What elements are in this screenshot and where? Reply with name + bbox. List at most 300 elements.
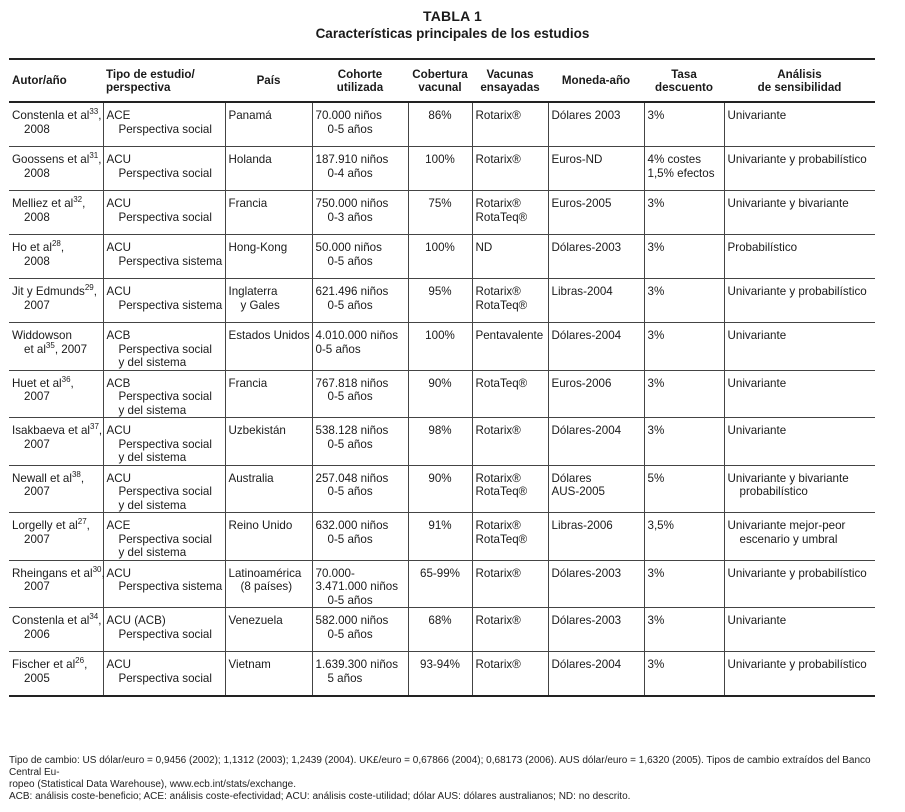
footnote-exchange: Tipo de cambio: US dólar/euro = 0,9456 (2002); 1,1312 (2003); 1,2439 (2004). UK£/euro = 0,67866 (2004); 0,68173 (2006). AUS dólar/euro = 1,6320 (2005). Tipos de cambio extraídos del Banco Central Eu- xyxy=(9,755,871,778)
cohort: 4.010.000 niños xyxy=(315,329,399,342)
perspective: Perspectiva social xyxy=(118,671,212,685)
currency: Dólares-2003 xyxy=(551,566,622,580)
author-text: Fischer et al xyxy=(12,658,76,671)
table-row xyxy=(9,102,875,147)
discount-rate: 3% xyxy=(647,614,665,627)
country: Estados Unidos xyxy=(228,329,310,342)
cell-cohort xyxy=(312,370,408,418)
cell-type xyxy=(103,235,225,279)
cell-type xyxy=(103,191,225,235)
author-year: 2007 xyxy=(24,390,50,403)
cell-coverage: 100% xyxy=(408,147,472,191)
discount-rate: 3% xyxy=(647,285,665,298)
study-type: ACU xyxy=(106,658,131,671)
author-name xyxy=(12,329,100,343)
cell-author xyxy=(9,370,103,418)
cell-vaccines xyxy=(472,279,548,323)
cell-author xyxy=(9,147,103,191)
cell-analysis xyxy=(724,560,875,608)
cell-currency xyxy=(548,235,644,279)
study-type: ACU xyxy=(106,241,131,254)
cell-rate xyxy=(644,652,724,697)
sensitivity-analysis: Univariante y probabilístico xyxy=(727,153,867,166)
cohort: 0-5 años xyxy=(327,627,373,641)
author-name: Rheingans et $al^{30}$, xyxy=(12,564,105,580)
cell-coverage: 68% xyxy=(408,608,472,652)
perspective: Perspectiva social xyxy=(118,390,212,403)
cell-type xyxy=(103,279,225,323)
cohort: 538.128 niños xyxy=(315,424,389,437)
cell-coverage: 91% xyxy=(408,513,472,561)
author-text: Constenla et al xyxy=(12,109,90,122)
table-row xyxy=(9,560,875,608)
table-body xyxy=(9,102,875,696)
discount-rate: 3% xyxy=(647,566,665,580)
cell-currency xyxy=(548,608,644,652)
cell-country xyxy=(225,465,312,513)
author-ref: 35 xyxy=(45,340,55,350)
country: Panamá xyxy=(228,109,272,122)
country: Australia xyxy=(228,471,274,485)
country: Uzbekistán xyxy=(228,424,286,437)
cell-rate xyxy=(644,608,724,652)
column-header xyxy=(312,59,408,102)
study-type: ACU xyxy=(106,424,131,437)
author-text: Melliez et al xyxy=(12,197,74,210)
sensitivity-analysis: Univariante y probabilístico xyxy=(727,658,867,671)
cohort: 0-5 años xyxy=(327,254,373,268)
cell-currency xyxy=(548,323,644,371)
cell-author xyxy=(9,323,103,371)
discount-rate: 3% xyxy=(647,658,665,671)
sensitivity-analysis: Univariante y probabilístico xyxy=(727,285,867,298)
sensitivity-analysis: Probabilístico xyxy=(727,241,798,254)
cell-coverage: 100% xyxy=(408,235,472,279)
cell-country xyxy=(225,323,312,371)
cell-country xyxy=(225,147,312,191)
table-row xyxy=(9,513,875,561)
perspective: y del sistema xyxy=(118,451,187,464)
author-ref: 27 xyxy=(77,517,87,527)
table-row xyxy=(9,608,875,652)
author-ref: 30 xyxy=(92,564,102,574)
perspective: y del sistema xyxy=(118,403,187,417)
cell-country xyxy=(225,560,312,608)
study-type: ACU xyxy=(106,197,131,210)
country: Venezuela xyxy=(228,614,283,627)
column-header-line: Análisis xyxy=(777,67,822,81)
cell-rate xyxy=(644,102,724,147)
vaccine: Rotarix® xyxy=(475,471,521,485)
sensitivity-analysis: escenario y umbral xyxy=(739,532,838,546)
author-ref: 32 xyxy=(73,195,83,205)
column-header xyxy=(408,59,472,102)
column-header-line: Cohorte xyxy=(337,67,383,81)
sensitivity-analysis: Univariante xyxy=(727,376,787,390)
table-title-block xyxy=(0,8,905,42)
column-header-line: País xyxy=(256,74,281,87)
study-type: ACE xyxy=(106,109,131,122)
cell-rate xyxy=(644,191,724,235)
cohort: 767.818 niños xyxy=(315,376,389,390)
table-title: TABLA 1 xyxy=(423,8,482,24)
cell-type xyxy=(103,323,225,371)
discount-rate: 3% xyxy=(647,376,665,390)
cohort: 50.000 niños xyxy=(315,241,382,254)
cell-analysis xyxy=(724,370,875,418)
sensitivity-analysis: Univariante mejor-peor xyxy=(727,519,846,532)
author-ref: 36 xyxy=(61,374,71,384)
studies-table xyxy=(9,58,875,697)
perspective: Perspectiva sistema xyxy=(118,254,223,268)
cell-rate xyxy=(644,235,724,279)
column-header-line: vacunal xyxy=(418,80,462,94)
discount-rate: 3% xyxy=(647,197,665,210)
author-name: Newall et $al^{38}$, xyxy=(12,469,85,485)
perspective: Perspectiva social xyxy=(118,627,212,641)
cell-type xyxy=(103,147,225,191)
cohort: 0-5 años xyxy=(327,298,373,312)
currency: Dólares xyxy=(551,471,592,485)
sensitivity-analysis: Univariante y bivariante xyxy=(727,197,849,210)
country: Inglaterra xyxy=(228,285,278,298)
table-row xyxy=(9,652,875,697)
cell-coverage: 93-94% xyxy=(408,652,472,697)
author-text: et al xyxy=(24,342,46,356)
cell-type xyxy=(103,102,225,147)
cohort: 3.471.000 niños xyxy=(315,580,399,593)
cell-country xyxy=(225,191,312,235)
column-header-line: descuento xyxy=(655,80,713,94)
cell-analysis xyxy=(724,235,875,279)
cell-country xyxy=(225,513,312,561)
cell-rate xyxy=(644,323,724,371)
table-row xyxy=(9,323,875,371)
vaccine: Rotarix® xyxy=(475,519,521,532)
author-text: Jit y Edmunds xyxy=(12,285,85,298)
cell-cohort xyxy=(312,235,408,279)
author-name: Goossens et $al^{31}$, xyxy=(12,151,102,166)
currency: Dólares 2003 xyxy=(551,109,621,122)
cell-author xyxy=(9,652,103,697)
discount-rate: 4% costes xyxy=(647,153,701,166)
cell-author xyxy=(9,102,103,147)
cell-coverage: 86% xyxy=(408,102,472,147)
perspective: Perspectiva social xyxy=(118,342,212,356)
cell-currency xyxy=(548,370,644,418)
cell-coverage: 75% xyxy=(408,191,472,235)
country: Francia xyxy=(228,197,268,210)
cell-analysis xyxy=(724,191,875,235)
table-row xyxy=(9,465,875,513)
country: y Gales xyxy=(240,298,280,312)
author-name: Fischer et $al^{26}$, xyxy=(12,656,88,671)
cohort: 257.048 niños xyxy=(315,471,389,485)
cell-vaccines xyxy=(472,608,548,652)
cell-cohort xyxy=(312,279,408,323)
cell-author xyxy=(9,235,103,279)
author-year: 2006 xyxy=(24,627,50,641)
cell-vaccines xyxy=(472,370,548,418)
cell-author xyxy=(9,513,103,561)
column-header-line: Autor/año xyxy=(12,74,67,87)
cell-author xyxy=(9,279,103,323)
currency: Euros-2005 xyxy=(551,197,612,210)
cell-country xyxy=(225,235,312,279)
cell-country xyxy=(225,279,312,323)
author-ref: 29 xyxy=(84,283,94,293)
country: Vietnam xyxy=(228,658,271,671)
column-header-line: Tipo de estudio/ xyxy=(106,67,195,81)
cohort: 0-5 años xyxy=(315,342,361,356)
cell-rate xyxy=(644,465,724,513)
cell-type xyxy=(103,652,225,697)
cell-currency xyxy=(548,147,644,191)
cell-rate xyxy=(644,279,724,323)
perspective: y del sistema xyxy=(118,356,187,369)
country: Latinoamérica xyxy=(228,566,302,580)
discount-rate: 3% xyxy=(647,109,665,122)
currency: Libras-2006 xyxy=(551,519,613,532)
cell-type xyxy=(103,370,225,418)
cell-cohort xyxy=(312,147,408,191)
author-name: Constenla et $al^{33}$, xyxy=(12,107,102,122)
cohort: 187.910 niños xyxy=(315,153,389,166)
author-year: 2008 xyxy=(24,166,50,180)
study-type: ACU xyxy=(106,566,131,580)
cell-type xyxy=(103,560,225,608)
cell-cohort xyxy=(312,418,408,466)
author-year: 2008 xyxy=(24,254,50,268)
table-row xyxy=(9,235,875,279)
perspective: y del sistema xyxy=(118,546,187,559)
author-name: Constenla et $al^{34}$, xyxy=(12,612,102,627)
vaccine: Rotarix® xyxy=(475,566,521,580)
author-name: Ho et $al^{28}$, xyxy=(12,239,65,254)
currency: Dólares-2004 xyxy=(551,329,622,342)
cell-author xyxy=(9,608,103,652)
cell-author xyxy=(9,465,103,513)
author-year: 2007 xyxy=(24,580,50,593)
cell-currency xyxy=(548,513,644,561)
cell-currency xyxy=(548,465,644,513)
vaccine: Rotarix® xyxy=(475,424,521,437)
country: Francia xyxy=(228,376,268,390)
discount-rate: 3% xyxy=(647,424,665,437)
study-type: ACU xyxy=(106,285,131,298)
author-name: Huet et $al^{36}$, xyxy=(12,374,74,390)
vaccine: RotaTeq® xyxy=(475,376,528,390)
cell-author xyxy=(9,191,103,235)
cell-type xyxy=(103,608,225,652)
column-header xyxy=(724,59,875,102)
author-text: Newall et al xyxy=(12,471,72,485)
table-row xyxy=(9,418,875,466)
cohort: 0-5 años xyxy=(327,122,373,136)
author-ref: 38 xyxy=(71,469,81,479)
cell-author xyxy=(9,560,103,608)
author-text: Lorgelly et al xyxy=(12,519,78,532)
cell-vaccines xyxy=(472,513,548,561)
column-header xyxy=(472,59,548,102)
vaccine: Rotarix® xyxy=(475,153,521,166)
study-type: ACU xyxy=(106,471,131,485)
cell-analysis xyxy=(724,652,875,697)
header-row xyxy=(9,59,875,102)
column-header-line: utilizada xyxy=(336,80,384,94)
cohort: 0-5 años xyxy=(327,437,373,451)
country: Hong-Kong xyxy=(228,241,288,254)
vaccine: RotaTeq® xyxy=(475,298,528,312)
cell-type xyxy=(103,513,225,561)
perspective: Perspectiva social xyxy=(118,532,212,546)
footnote-exchange-cont: ropeo (Statistical Data Warehouse), www.ecb.int/stats/exchange. xyxy=(9,779,296,790)
column-header-line: perspectiva xyxy=(106,80,171,94)
cohort: 0-4 años xyxy=(327,166,373,180)
cell-country xyxy=(225,102,312,147)
author-text: Rheingans et al xyxy=(12,566,93,580)
footnote-abbrev: ACB: análisis coste-beneficio; ACE: análisis coste-efectividad; ACU: análisis coste-utilidad; dólar AUS: dólares australianos; ND: no descrito. xyxy=(9,791,631,802)
table-row xyxy=(9,147,875,191)
cell-cohort xyxy=(312,608,408,652)
author-text: Isakbaeva et al xyxy=(12,424,90,437)
vaccine: Rotarix® xyxy=(475,197,521,210)
footnotes xyxy=(9,755,884,803)
cell-author xyxy=(9,418,103,466)
column-header-line: de sensibilidad xyxy=(757,80,842,94)
discount-rate: 1,5% efectos xyxy=(647,166,715,180)
cohort: 632.000 niños xyxy=(315,519,389,532)
author-text: Widdowson xyxy=(12,329,72,342)
perspective: Perspectiva sistema xyxy=(118,580,223,593)
cell-type xyxy=(103,465,225,513)
sensitivity-analysis: Univariante xyxy=(727,329,787,342)
vaccine: Rotarix® xyxy=(475,285,521,298)
author-text: Constenla et al xyxy=(12,614,90,627)
cell-cohort xyxy=(312,191,408,235)
author-text: Ho et al xyxy=(12,241,52,254)
table-row xyxy=(9,191,875,235)
table-row xyxy=(9,370,875,418)
cell-rate xyxy=(644,418,724,466)
cell-vaccines xyxy=(472,418,548,466)
cell-coverage: 90% xyxy=(408,465,472,513)
currency: Euros-2006 xyxy=(551,376,612,390)
cohort: 5 años xyxy=(327,671,363,685)
author-name: Lorgelly et $al^{27}$, xyxy=(12,517,90,532)
country: (8 países) xyxy=(240,580,293,593)
sensitivity-analysis: Univariante xyxy=(727,109,787,122)
perspective: Perspectiva social xyxy=(118,122,212,136)
cell-vaccines xyxy=(472,560,548,608)
cell-analysis xyxy=(724,608,875,652)
sensitivity-analysis: Univariante y probabilístico xyxy=(727,566,867,580)
vaccine: Rotarix® xyxy=(475,614,521,627)
cohort: 750.000 niños xyxy=(315,197,389,210)
perspective: Perspectiva social xyxy=(118,166,212,180)
author-text: Goossens et al xyxy=(12,153,90,166)
cell-vaccines xyxy=(472,323,548,371)
discount-rate: 5% xyxy=(647,471,665,485)
perspective: Perspectiva social xyxy=(118,210,212,224)
column-header xyxy=(9,59,103,102)
country: Holanda xyxy=(228,153,272,166)
currency: Dólares-2003 xyxy=(551,241,622,254)
cell-coverage: 98% xyxy=(408,418,472,466)
author-ref: 26 xyxy=(75,656,85,666)
cell-currency xyxy=(548,418,644,466)
author-ref: 34 xyxy=(89,612,99,622)
author-year: 2007 xyxy=(61,342,88,356)
cell-type xyxy=(103,418,225,466)
discount-rate: 3% xyxy=(647,241,665,254)
cohort: 70.000- xyxy=(315,566,355,580)
author-name: Jit y Edmunds$^{29}$, xyxy=(12,283,97,298)
cell-analysis xyxy=(724,418,875,466)
cell-analysis xyxy=(724,102,875,147)
cell-cohort xyxy=(312,102,408,147)
study-type: ACU (ACB) xyxy=(106,614,166,627)
cell-coverage: 95% xyxy=(408,279,472,323)
vaccine: RotaTeq® xyxy=(475,532,528,546)
cell-vaccines xyxy=(472,465,548,513)
cell-cohort xyxy=(312,465,408,513)
cell-vaccines xyxy=(472,652,548,697)
cell-country xyxy=(225,418,312,466)
cell-currency xyxy=(548,560,644,608)
cell-coverage: 90% xyxy=(408,370,472,418)
cell-rate xyxy=(644,147,724,191)
cell-vaccines xyxy=(472,235,548,279)
vaccine: Pentavalente xyxy=(475,329,544,342)
sensitivity-analysis: Univariante xyxy=(727,614,787,627)
cell-analysis xyxy=(724,279,875,323)
table-row xyxy=(9,279,875,323)
study-type: ACB xyxy=(106,329,131,342)
currency: AUS-2005 xyxy=(551,485,605,498)
cell-country xyxy=(225,652,312,697)
sensitivity-analysis: probabilístico xyxy=(739,485,808,498)
cell-country xyxy=(225,370,312,418)
vaccine: Rotarix® xyxy=(475,658,521,671)
author-year: 2005 xyxy=(24,671,50,685)
vaccine: RotaTeq® xyxy=(475,210,528,224)
discount-rate: 3% xyxy=(647,329,665,342)
author-line2: et $al^{35}$, 2007 xyxy=(24,340,88,356)
author-ref: 31 xyxy=(89,151,99,161)
author-year: 2008 xyxy=(24,210,50,224)
discount-rate: 3,5% xyxy=(647,519,674,532)
column-header-line: Cobertura xyxy=(412,67,468,81)
cell-rate xyxy=(644,370,724,418)
sensitivity-analysis: Univariante xyxy=(727,424,787,437)
cohort: 70.000 niños xyxy=(315,109,382,122)
cell-currency xyxy=(548,652,644,697)
cell-vaccines xyxy=(472,147,548,191)
column-header xyxy=(225,59,312,102)
cell-analysis xyxy=(724,147,875,191)
perspective: Perspectiva social xyxy=(118,485,212,498)
cohort: 0-5 años xyxy=(327,390,373,403)
cell-currency xyxy=(548,102,644,147)
cell-country xyxy=(225,608,312,652)
cell-analysis xyxy=(724,513,875,561)
cell-coverage: 100% xyxy=(408,323,472,371)
author-year: 2007 xyxy=(24,437,50,451)
sensitivity-analysis: Univariante y bivariante xyxy=(727,471,849,485)
currency: Libras-2004 xyxy=(551,285,613,298)
column-header-line: Tasa xyxy=(671,67,697,81)
